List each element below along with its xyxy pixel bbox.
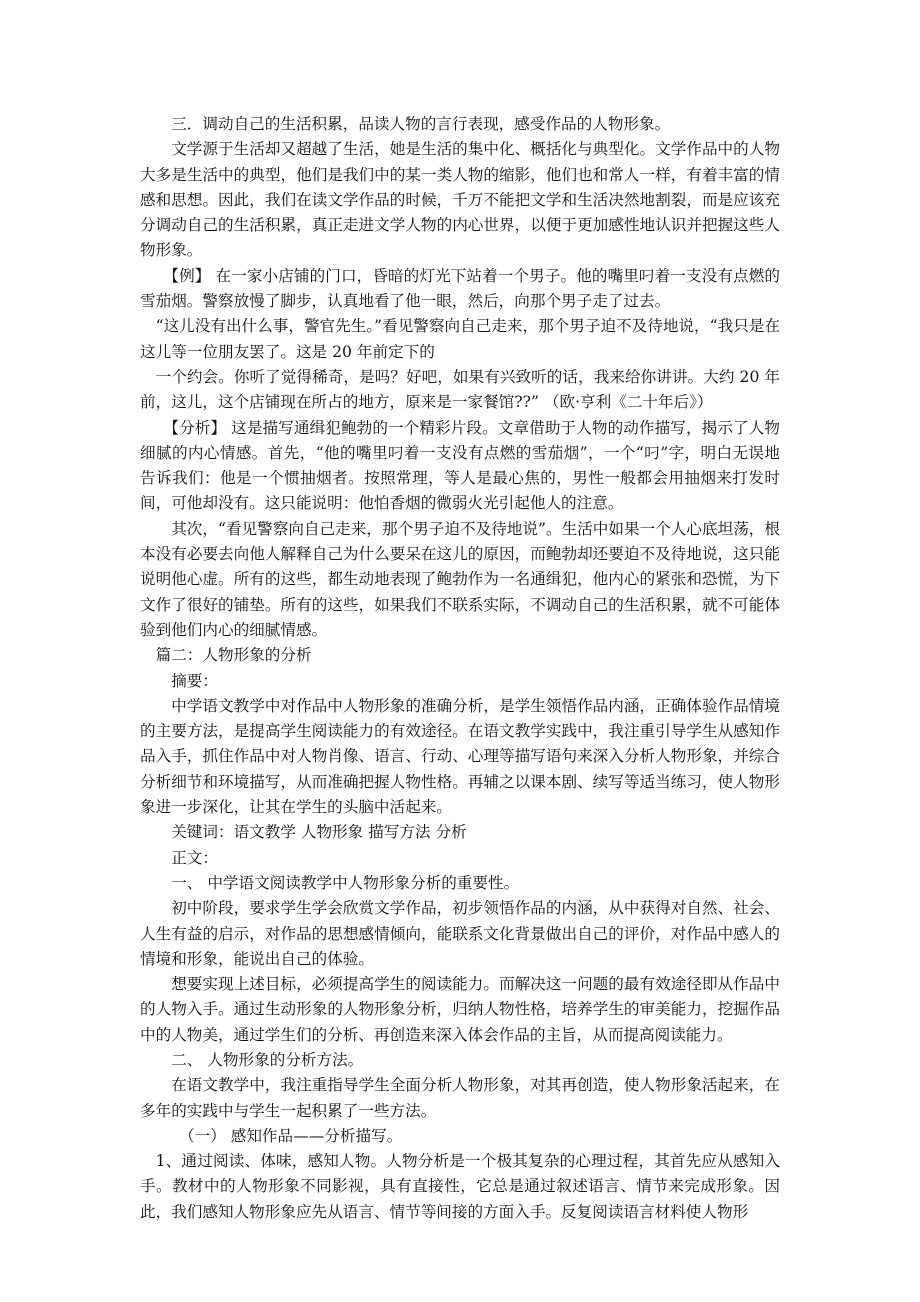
- paragraph: 1、通过阅读、体味，感知人物。人物分析是一个极其复杂的心理过程，其首先应从感知入手。教材中的人物形象不同影视，具有直接性，它总是通过叙述语言、情节来完成形象。因此，我们感知人物形象应先从语言、情节等间接的方面入手。反复阅读语言材料使人物形: [140, 1152, 780, 1221]
- heading-section-3: 三．调动自己的生活积累，品读人物的言行表现，感受作品的人物形象。: [171, 115, 671, 133]
- analysis-paragraph: 【分析】 这是描写通缉犯鲍勃的一个精彩片段。文章借助于人物的动作描写，揭示了人物细腻的内心情感。首先，“他的嘴里叼着一支没有点燃的雪茄烟”，一个“叼”字，明白无误地告诉我们：他是一个惯抽烟者。按照常理，等人是最心焦的，男性一般都会用抽烟来打发时间，可他却没有。这只能说明：他怕香烟的微弱火光引起他人的注意。: [140, 418, 780, 513]
- paragraph: 想要实现上述目标，必须提高学生的阅读能力。而解决这一问题的最有效途径即从作品中的人物入手。通过生动形象的人物形象分析，归纳人物性格，培养学生的审美能力，挖掘作品中的人物美，通过学生们的分析、再创造来深入体会作品的主旨，从而提高阅读能力。: [140, 975, 780, 1044]
- section-heading: 一、 中学语文阅读教学中人物形象分析的重要性。: [171, 873, 520, 892]
- body-label: 正文：: [171, 848, 218, 867]
- paragraph: 文学源于生活却又超越了生活，她是生活的集中化、概括化与典型化。文学作品中的人物大多是生活中的典型，他们是我们中的某一类人物的缩影，他们也和常人一样，有着丰富的情感和思想。因此，我们在读文学作品的时候，千万不能把文学和生活决然地割裂，而是应该充分调动自己的生活积累，真正走进文学人物的内心世界，以便于更加感性地认识并把握这些人物形象。: [140, 140, 780, 260]
- abstract-label: 摘要：: [171, 671, 218, 690]
- example-paragraph: 【例】 在一家小店铺的门口，昏暗的灯光下站着一个男子。他的嘴里叼着一支没有点燃的雪茄烟。警察放慢了脚步，认真地看了他一眼，然后，向那个男子走了过去。: [140, 266, 780, 311]
- paragraph: 其次，“看见警察向自己走来，那个男子迫不及待地说”。生活中如果一个人心底坦荡，根本没有必要去向他人解释自己为什么要呆在这儿的原因，而鲍勃却还要迫不及待地说，这只能说明他心虚。所有的这些，都生动地表现了鲍勃作为一名通缉犯，他内心的紧张和恐慌，为下文作了很好的铺垫。所有的这些，如果我们不联系实际，不调动自己的生活积累，就不可能体验到他们内心的细腻情感。: [140, 519, 780, 639]
- abstract-paragraph: 中学语文教学中对作品中人物形象的准确分析，是学生领悟作品内涵，正确体验作品情境的主要方法，是提高学生阅读能力的有效途径。在语文教学实践中，我注重引导学生从感知作品入手，抓住作品中对人物肖像、语言、行动、心理等描写语句来深入分析人物形象，并综合分析细节和环境描写，从而准确把握人物性格。再辅之以课本剧、续写等适当练习，使人物形象进一步深化，让其在学生的头脑中活起来。: [140, 696, 780, 817]
- paragraph: 在语文教学中，我注重指导学生全面分析人物形象，对其再创造，使人物形象活起来，在多年的实践中与学生一起积累了一些方法。: [140, 1076, 780, 1120]
- document-body: [140, 112, 780, 1225]
- paragraph: 初中阶段，要求学生学会欣赏文学作品，初步领悟作品的内涵，从中获得对自然、社会、人生有益的启示，对作品的思想感情倾向，能联系文化背景做出自己的评价，对作品中感人的情境和形象，能说出自己的体验。: [140, 899, 780, 968]
- paragraph: “这儿没有出什么事，警官先生。”看见警察向自己走来，那个男子迫不及待地说，“我只是在这儿等一位朋友罢了。这是 20 年前定下的: [140, 317, 780, 361]
- section-heading: 二、 人物形象的分析方法。: [171, 1050, 364, 1069]
- chapter-title: 篇二：人物形象的分析: [155, 646, 312, 665]
- paragraph: 一个约会。你听了觉得稀奇，是吗？好吧，如果有兴致听的话，我来给你讲讲。大约 20 年前，这儿，这个店铺现在所占的地方，原来是一家餐馆??” （欧·亨利《二十年后》）: [140, 367, 780, 412]
- subsection-heading: （一） 感知作品——分析描写。: [179, 1126, 403, 1145]
- keywords: 关键词：语文教学 人物形象 描写方法 分析: [171, 823, 467, 842]
